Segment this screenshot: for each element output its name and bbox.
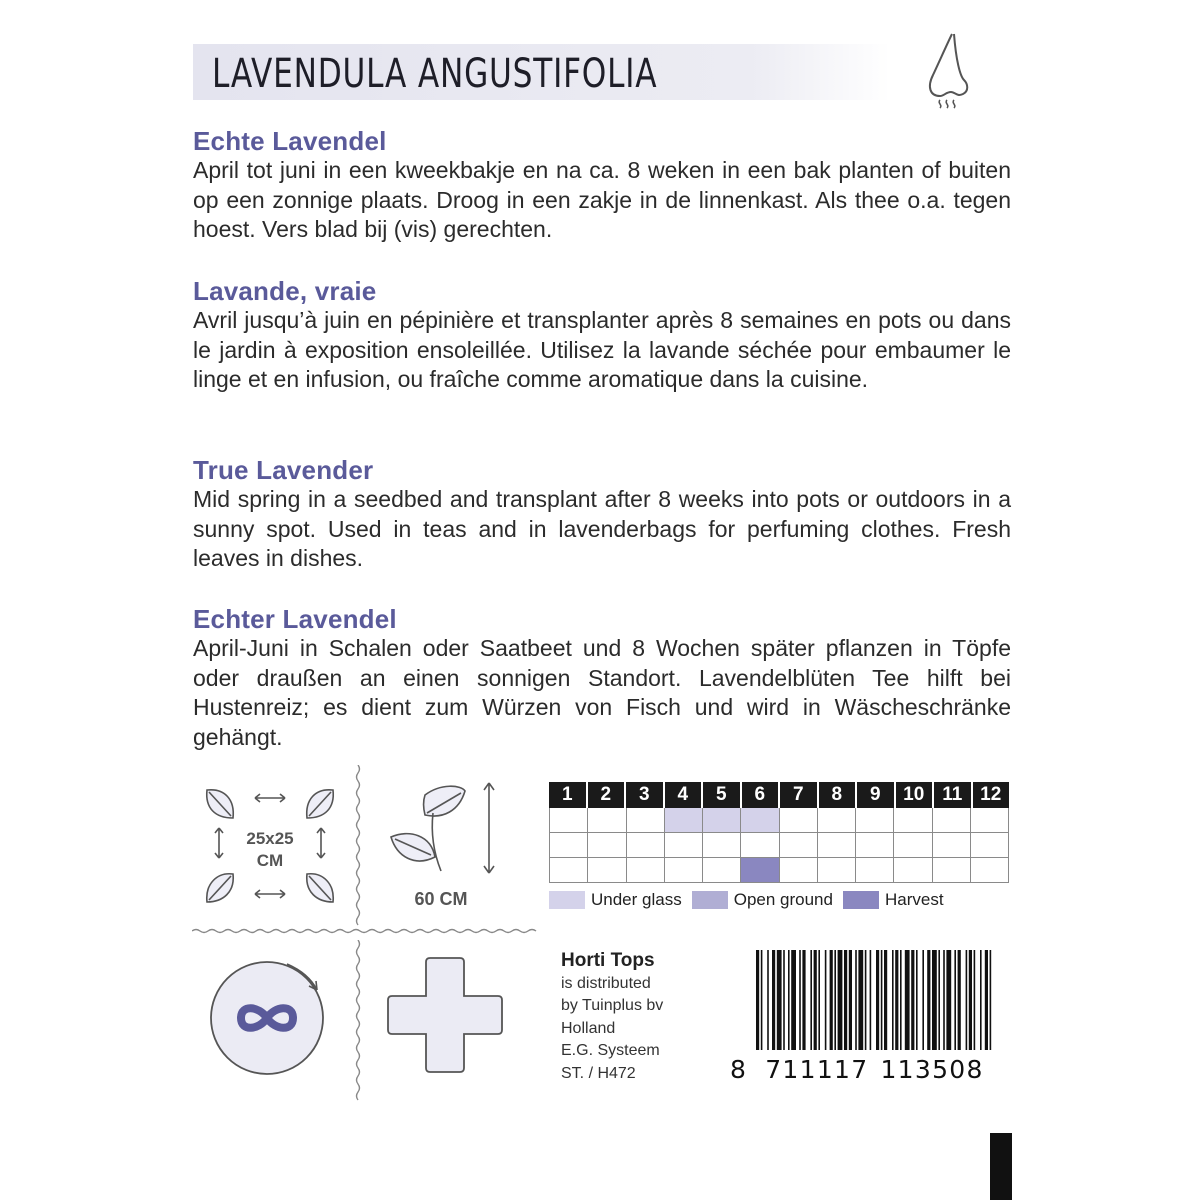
- barcode-bar: [900, 950, 902, 1050]
- barcode-bar: [858, 950, 863, 1050]
- section-body: Avril jusqu’à juin en pépinière et transplanter après 8 semaines en pots ou dans le jardin à exposition ensoleillée. Utilisez la lavande séchée pour embaumer le linge et en infusion, ou fraîche comme aromatique dans la cuisine.: [193, 307, 1011, 392]
- barcode-bar: [802, 950, 805, 1050]
- section-english: [193, 455, 1011, 574]
- barcode-bar: [966, 950, 968, 1050]
- calendar-cell: [549, 808, 588, 832]
- calendar-cell: [894, 833, 932, 857]
- section-body: Mid spring in a seedbed and transplant after 8 weeks into pots or outdoors in a sunny spot. Used in teas and in lavenderbags for perfuming clothes. Fresh leaves in dishes.: [193, 486, 1011, 571]
- barcode-bar: [980, 950, 982, 1050]
- calendar-legend: [549, 890, 954, 910]
- distributor-line: by Tuinplus bv: [561, 997, 664, 1014]
- calendar-cell: [780, 808, 818, 832]
- section-body: April tot juni in een kweekbakje en na ca. 8 weken in een bak planten of buiten op een zonnige plaats. Droog in een zakje in de linnenkast. Als thee o.a. tegen hoest. Vers blad bij (vis) gerechten.: [193, 157, 1011, 242]
- legend-under-glass: Under glass: [549, 890, 682, 910]
- section-body: April-Juni in Schalen oder Saatbeet und 8 Wochen später pflanzen in Töpfe oder draußen an einen sonnigen Standort. Lavendelblüten Tee hilft bei Hustenreiz; es dient zum Würzen von Fisch und wird in Wäscheschränke gehängt.: [193, 635, 1011, 750]
- calendar-cell: [818, 808, 856, 832]
- sowing-calendar: [549, 782, 1009, 883]
- brand-name: Horti Tops: [561, 950, 655, 971]
- barcode-bar: [916, 950, 918, 1050]
- barcode-bar: [943, 950, 945, 1050]
- barcode-bar: [791, 950, 796, 1050]
- section-heading: Lavande, vraie: [193, 276, 377, 306]
- barcode-bar: [938, 950, 940, 1050]
- divider: [355, 940, 361, 1105]
- month-label: 4: [665, 782, 704, 808]
- barcode-bar: [892, 950, 894, 1050]
- barcode-bar: [990, 950, 992, 1050]
- section-dutch: [193, 126, 1011, 245]
- legend-harvest: Harvest: [843, 890, 944, 910]
- calendar-cell: [665, 833, 703, 857]
- calendar-cell: [971, 858, 1009, 882]
- barcode-bar: [895, 950, 898, 1050]
- barcode-bar: [876, 950, 879, 1050]
- calendar-cell: [856, 858, 894, 882]
- section-heading: True Lavender: [193, 455, 374, 485]
- barcode-bar: [834, 950, 836, 1050]
- calendar-cell: [665, 808, 703, 832]
- calendar-cell: [894, 858, 932, 882]
- barcode-bar: [777, 950, 782, 1050]
- barcode-bar: [911, 950, 914, 1050]
- month-label: 8: [819, 782, 858, 808]
- calendar-cell: [818, 858, 856, 882]
- plus-icon: [384, 954, 506, 1076]
- registration-mark: [990, 1133, 1012, 1200]
- calendar-cell: [588, 808, 626, 832]
- calendar-cell: [665, 858, 703, 882]
- barcode-bar: [985, 950, 988, 1050]
- barcode-bar: [849, 950, 852, 1050]
- calendar-row-harvest: [549, 858, 1009, 883]
- spacing-label: 25x25 CM: [246, 829, 294, 870]
- calendar-cell: [588, 833, 626, 857]
- calendar-cell: [588, 858, 626, 882]
- distributor-info: [561, 950, 663, 1085]
- calendar-cell: [933, 808, 971, 832]
- calendar-cell: [856, 833, 894, 857]
- month-label: 10: [896, 782, 935, 808]
- month-label: 11: [934, 782, 973, 808]
- calendar-cell: [703, 808, 741, 832]
- barcode-bar: [954, 950, 956, 1050]
- month-label: 5: [703, 782, 742, 808]
- section-heading: Echte Lavendel: [193, 126, 387, 156]
- distributor-line: is distributed: [561, 974, 651, 992]
- plant-spacing-block: [195, 780, 345, 910]
- barcode-bar: [838, 950, 843, 1050]
- month-label: 7: [780, 782, 819, 808]
- height-label: 60 CM: [414, 889, 468, 909]
- barcode-bar: [932, 950, 937, 1050]
- calendar-cell: [856, 808, 894, 832]
- calendar-cell: [971, 833, 1009, 857]
- barcode-bar: [958, 950, 961, 1050]
- calendar-cell: [933, 833, 971, 857]
- calendar-cell: [627, 833, 665, 857]
- month-label: 1: [549, 782, 588, 808]
- month-label: 12: [980, 784, 1002, 805]
- distributor-line: ST. / H472: [561, 1064, 636, 1082]
- barcode-bar: [905, 950, 910, 1050]
- divider: [355, 765, 361, 930]
- barcode-bar: [810, 950, 812, 1050]
- month-label: 6: [742, 782, 781, 808]
- distributor-line: Holland: [561, 1019, 616, 1037]
- barcode-number: 8 711117 113508: [730, 1055, 984, 1084]
- legend-swatch: [692, 891, 728, 909]
- barcode-bar: [799, 950, 801, 1050]
- calendar-cell: [780, 858, 818, 882]
- legend-swatch: [843, 891, 879, 909]
- section-heading: Echter Lavendel: [193, 604, 397, 634]
- barcode-bar: [825, 950, 827, 1050]
- barcode-bar: [756, 950, 759, 1050]
- calendar-cell: [894, 808, 932, 832]
- nose-smell-icon: [918, 30, 988, 112]
- barcode-bar: [927, 950, 930, 1050]
- barcode-bar: [865, 950, 867, 1050]
- plant-height-block: [385, 775, 515, 915]
- calendar-cell: [741, 808, 779, 832]
- month-label: 3: [626, 782, 665, 808]
- month-label: 9: [857, 782, 896, 808]
- calendar-cell: [703, 833, 741, 857]
- calendar-cell: [818, 833, 856, 857]
- barcode-bar: [830, 950, 833, 1050]
- section-german: [193, 604, 1011, 752]
- calendar-cell: [780, 833, 818, 857]
- barcode-bar: [870, 950, 872, 1050]
- infinity-icon: [203, 948, 335, 1080]
- barcode-bar: [767, 950, 769, 1050]
- calendar-cell: [549, 858, 588, 882]
- barcode-bar: [884, 950, 887, 1050]
- legend-swatch: [549, 891, 585, 909]
- barcode-bar: [814, 950, 817, 1050]
- calendar-cell: [741, 858, 779, 882]
- barcode-bar: [855, 950, 857, 1050]
- month-label: 2: [588, 782, 627, 808]
- calendar-cell: [971, 808, 1009, 832]
- barcode-bar: [783, 950, 785, 1050]
- plant-height-icon: [385, 775, 515, 885]
- barcode-bar: [969, 950, 972, 1050]
- calendar-cell: [741, 833, 779, 857]
- calendar-cell: [627, 858, 665, 882]
- barcode-bar: [788, 950, 790, 1050]
- distributor-line: E.G. Systeem: [561, 1042, 660, 1059]
- section-french: [193, 276, 1011, 395]
- calendar-cell: [933, 858, 971, 882]
- barcode-bar: [844, 950, 847, 1050]
- barcode-bar: [761, 950, 763, 1050]
- barcode: [730, 950, 1000, 1060]
- barcode-bar: [818, 950, 820, 1050]
- calendar-cell: [627, 808, 665, 832]
- barcode-bar: [881, 950, 883, 1050]
- barcode-bar: [772, 950, 775, 1050]
- barcode-bar: [922, 950, 924, 1050]
- calendar-cell: [549, 833, 588, 857]
- legend-open-ground: Open ground: [692, 890, 833, 910]
- calendar-cell: [703, 858, 741, 882]
- calendar-months: [549, 782, 1009, 808]
- calendar-row-open-ground: [549, 833, 1009, 858]
- barcode-bar: [946, 950, 951, 1050]
- calendar-row-under-glass: [549, 808, 1009, 833]
- barcode-bar: [974, 950, 976, 1050]
- species-title: LAVENDULA ANGUSTIFOLIA: [212, 51, 658, 97]
- divider: [192, 928, 537, 934]
